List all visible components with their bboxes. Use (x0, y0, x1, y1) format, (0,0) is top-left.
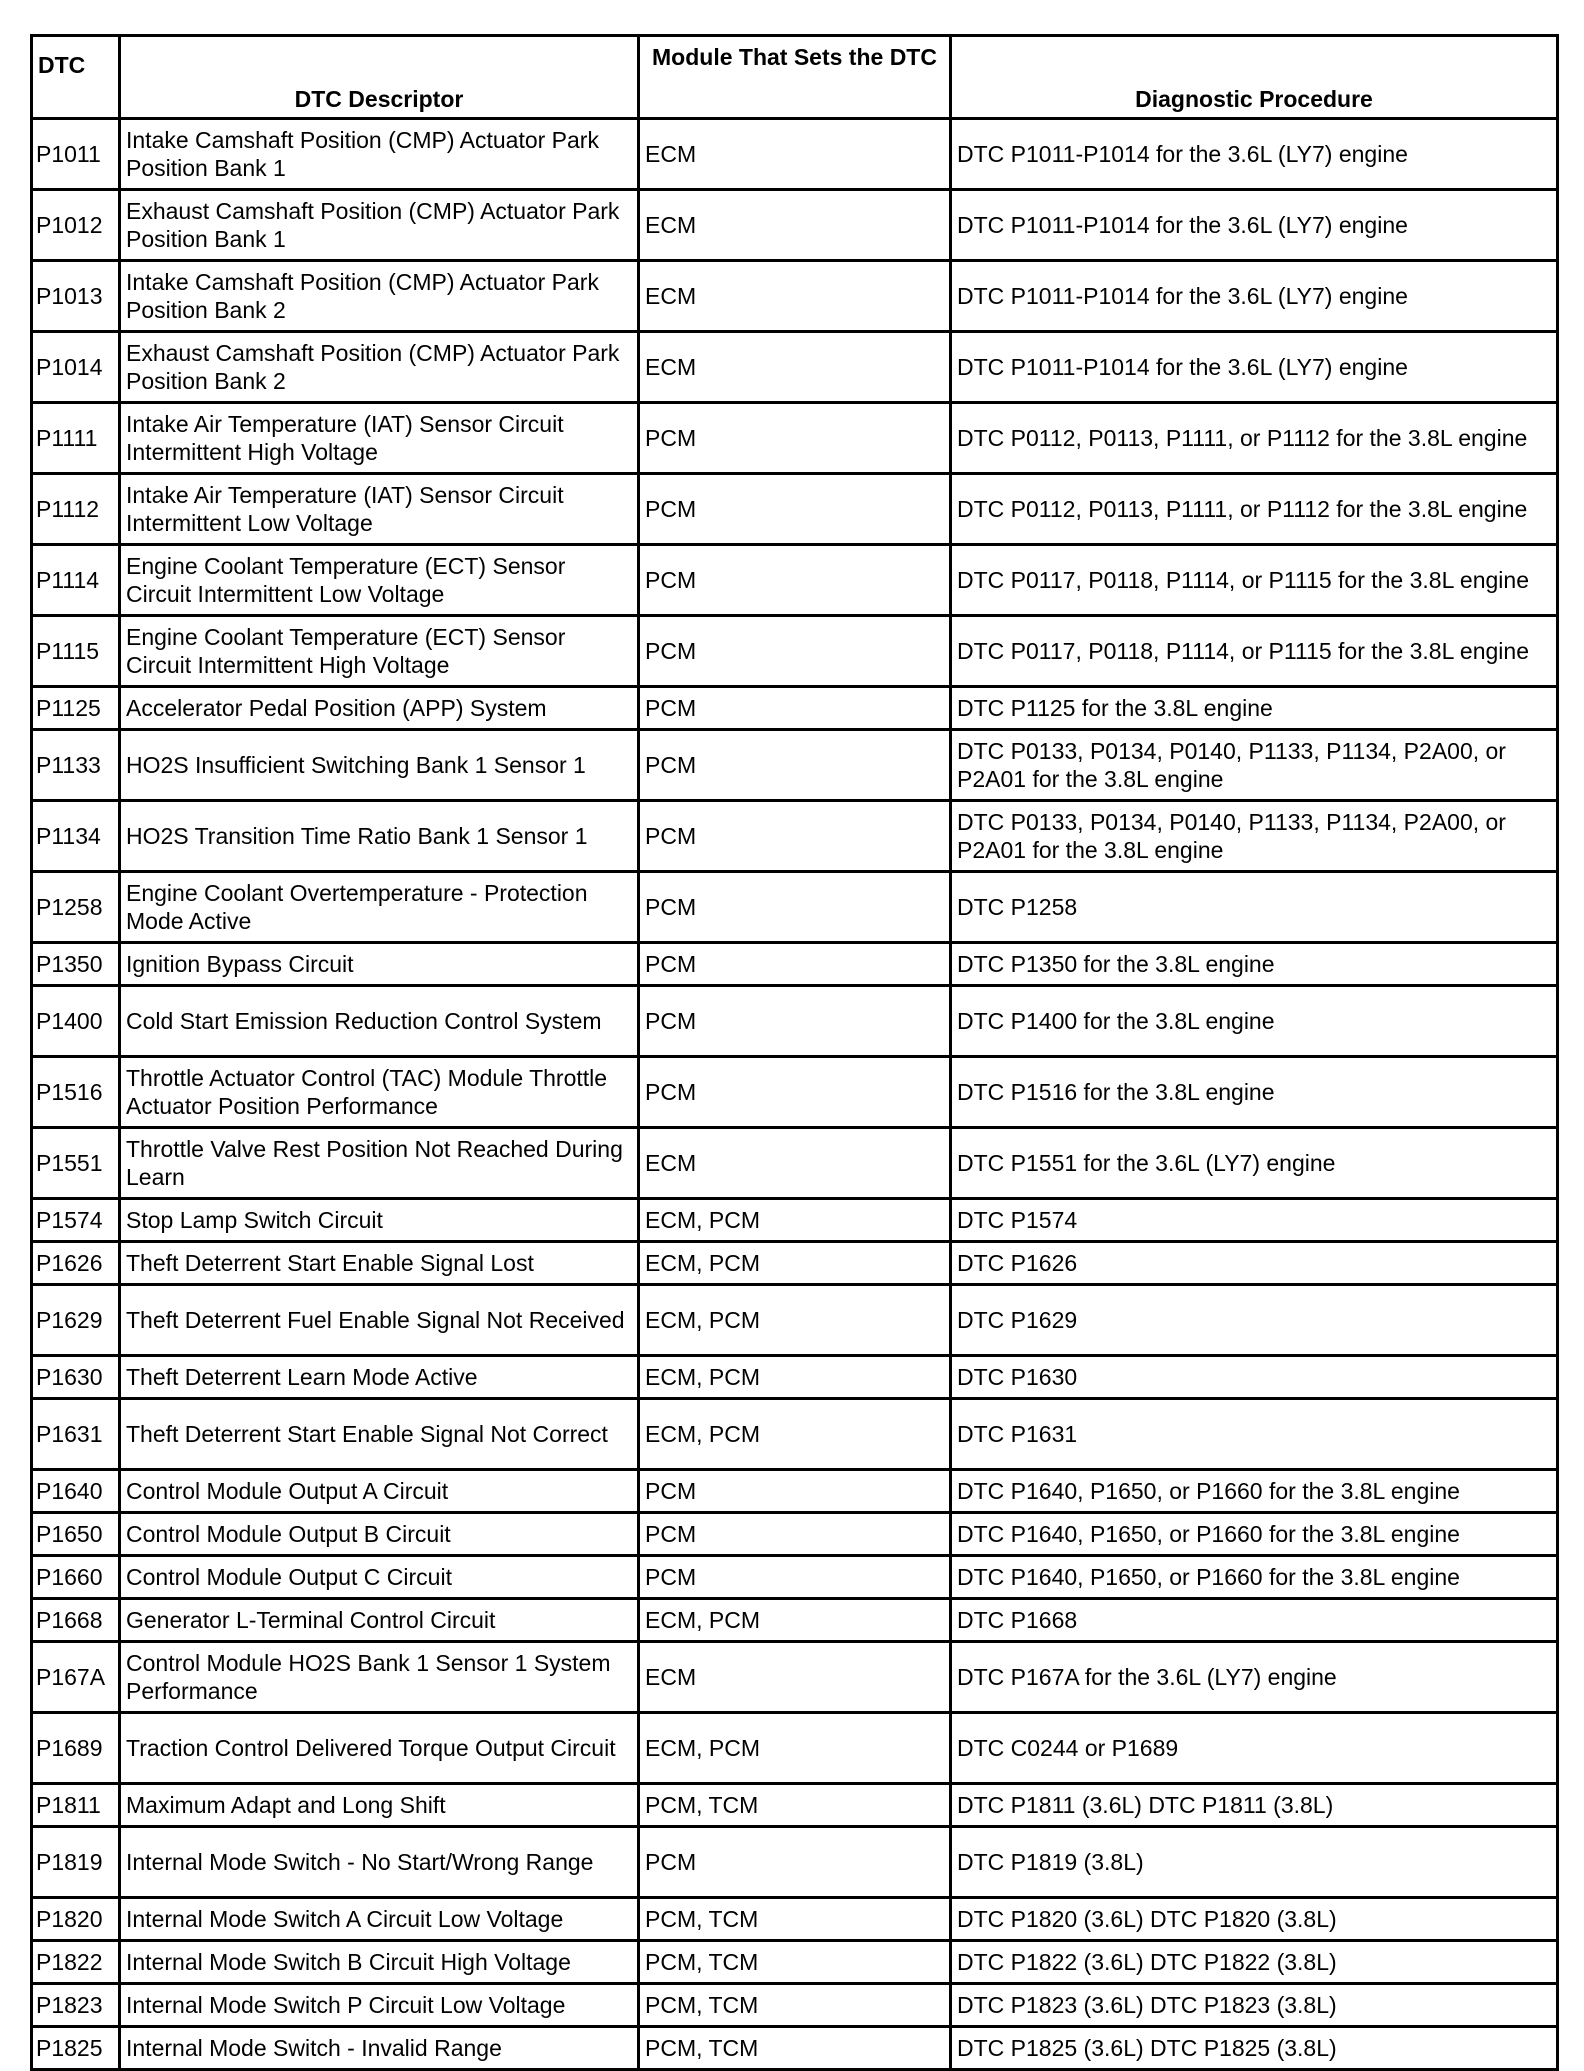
table-row (32, 1199, 1558, 1242)
diagnostic-procedure-cell: DTC P1640, P1650, or P1660 for the 3.8L engine (951, 1513, 1558, 1556)
dtc-code-cell: P1631 (32, 1399, 120, 1470)
dtc-descriptor-cell: Internal Mode Switch - Invalid Range (120, 2027, 639, 2070)
table-row (32, 1356, 1558, 1399)
table-row (32, 1827, 1558, 1898)
dtc-code-cell: P1819 (32, 1827, 120, 1898)
module-cell: ECM, PCM (639, 1356, 951, 1399)
dtc-code-cell: P1350 (32, 943, 120, 986)
table-row (32, 687, 1558, 730)
dtc-descriptor-cell: Intake Air Temperature (IAT) Sensor Circuit Intermittent High Voltage (120, 403, 639, 474)
header-dtc-descriptor: DTC Descriptor (120, 36, 639, 119)
diagnostic-procedure-cell: DTC P0117, P0118, P1114, or P1115 for the 3.8L engine (951, 545, 1558, 616)
dtc-code-cell: P1516 (32, 1057, 120, 1128)
dtc-code-cell: P1134 (32, 801, 120, 872)
dtc-code-cell: P167A (32, 1642, 120, 1713)
module-cell: PCM (639, 986, 951, 1057)
module-cell: PCM (639, 730, 951, 801)
dtc-descriptor-cell: Engine Coolant Temperature (ECT) Sensor Circuit Intermittent Low Voltage (120, 545, 639, 616)
table-row (32, 545, 1558, 616)
diagnostic-procedure-cell: DTC P1626 (951, 1242, 1558, 1285)
dtc-descriptor-cell: Internal Mode Switch P Circuit Low Voltage (120, 1984, 639, 2027)
table-row (32, 616, 1558, 687)
table-row (32, 730, 1558, 801)
table-row (32, 1513, 1558, 1556)
module-cell: PCM, TCM (639, 1941, 951, 1984)
module-cell: PCM (639, 616, 951, 687)
table-row (32, 1642, 1558, 1713)
module-cell: ECM (639, 332, 951, 403)
dtc-descriptor-cell: Traction Control Delivered Torque Output Circuit (120, 1713, 639, 1784)
module-cell: PCM (639, 545, 951, 616)
dtc-descriptor-cell: Control Module Output A Circuit (120, 1470, 639, 1513)
dtc-descriptor-cell: Engine Coolant Temperature (ECT) Sensor Circuit Intermittent High Voltage (120, 616, 639, 687)
module-cell: ECM, PCM (639, 1713, 951, 1784)
table-row (32, 1242, 1558, 1285)
dtc-descriptor-cell: HO2S Transition Time Ratio Bank 1 Sensor 1 (120, 801, 639, 872)
table-row (32, 1470, 1558, 1513)
dtc-code-cell: P1114 (32, 545, 120, 616)
table-row (32, 1128, 1558, 1199)
diagnostic-procedure-cell: DTC P1819 (3.8L) (951, 1827, 1558, 1898)
dtc-descriptor-cell: Generator L-Terminal Control Circuit (120, 1599, 639, 1642)
diagnostic-procedure-cell: DTC P1640, P1650, or P1660 for the 3.8L engine (951, 1556, 1558, 1599)
dtc-code-cell: P1811 (32, 1784, 120, 1827)
diagnostic-procedure-cell: DTC P1820 (3.6L) DTC P1820 (3.8L) (951, 1898, 1558, 1941)
dtc-descriptor-cell: Exhaust Camshaft Position (CMP) Actuator Park Position Bank 1 (120, 190, 639, 261)
header-dtc: DTC (32, 36, 120, 119)
module-cell: PCM (639, 1470, 951, 1513)
dtc-code-cell: P1650 (32, 1513, 120, 1556)
table-row (32, 1556, 1558, 1599)
table-row (32, 1399, 1558, 1470)
dtc-descriptor-cell: Engine Coolant Overtemperature - Protection Mode Active (120, 872, 639, 943)
dtc-descriptor-cell: Internal Mode Switch A Circuit Low Voltage (120, 1898, 639, 1941)
module-cell: ECM (639, 190, 951, 261)
diagnostic-procedure-cell: DTC P0112, P0113, P1111, or P1112 for the 3.8L engine (951, 474, 1558, 545)
module-cell: PCM (639, 801, 951, 872)
dtc-code-cell: P1640 (32, 1470, 120, 1513)
table-row (32, 872, 1558, 943)
table-row (32, 1984, 1558, 2027)
dtc-code-cell: P1630 (32, 1356, 120, 1399)
diagnostic-procedure-cell: DTC P1551 for the 3.6L (LY7) engine (951, 1128, 1558, 1199)
dtc-descriptor-cell: Throttle Valve Rest Position Not Reached During Learn (120, 1128, 639, 1199)
dtc-descriptor-cell: Exhaust Camshaft Position (CMP) Actuator Park Position Bank 2 (120, 332, 639, 403)
module-cell: PCM (639, 403, 951, 474)
module-cell: ECM, PCM (639, 1199, 951, 1242)
dtc-descriptor-cell: Control Module Output B Circuit (120, 1513, 639, 1556)
dtc-code-cell: P1574 (32, 1199, 120, 1242)
dtc-code-cell: P1668 (32, 1599, 120, 1642)
dtc-code-cell: P1400 (32, 986, 120, 1057)
diagnostic-procedure-cell: DTC P1822 (3.6L) DTC P1822 (3.8L) (951, 1941, 1558, 1984)
module-cell: ECM (639, 261, 951, 332)
dtc-code-cell: P1011 (32, 119, 120, 190)
dtc-code-cell: P1115 (32, 616, 120, 687)
dtc-code-cell: P1013 (32, 261, 120, 332)
diagnostic-procedure-cell: DTC C0244 or P1689 (951, 1713, 1558, 1784)
module-cell: ECM, PCM (639, 1285, 951, 1356)
dtc-descriptor-cell: Cold Start Emission Reduction Control System (120, 986, 639, 1057)
diagnostic-procedure-cell: DTC P1630 (951, 1356, 1558, 1399)
dtc-code-cell: P1125 (32, 687, 120, 730)
dtc-code-cell: P1551 (32, 1128, 120, 1199)
dtc-code-cell: P1820 (32, 1898, 120, 1941)
diagnostic-procedure-cell: DTC P0117, P0118, P1114, or P1115 for the 3.8L engine (951, 616, 1558, 687)
module-cell: PCM, TCM (639, 1898, 951, 1941)
table-row (32, 1941, 1558, 1984)
dtc-descriptor-cell: Control Module HO2S Bank 1 Sensor 1 System Performance (120, 1642, 639, 1713)
table-row (32, 261, 1558, 332)
diagnostic-procedure-cell: DTC P1574 (951, 1199, 1558, 1242)
dtc-code-cell: P1660 (32, 1556, 120, 1599)
dtc-code-cell: P1111 (32, 403, 120, 474)
table-row (32, 801, 1558, 872)
module-cell: ECM (639, 119, 951, 190)
dtc-descriptor-cell: Theft Deterrent Start Enable Signal Not Correct (120, 1399, 639, 1470)
dtc-descriptor-cell: Intake Camshaft Position (CMP) Actuator Park Position Bank 2 (120, 261, 639, 332)
table-row (32, 119, 1558, 190)
diagnostic-procedure-cell: DTC P1631 (951, 1399, 1558, 1470)
header-row (32, 36, 1558, 119)
table-row (32, 190, 1558, 261)
diagnostic-procedure-cell: DTC P1350 for the 3.8L engine (951, 943, 1558, 986)
diagnostic-procedure-cell: DTC P1011-P1014 for the 3.6L (LY7) engine (951, 332, 1558, 403)
diagnostic-procedure-cell: DTC P1640, P1650, or P1660 for the 3.8L engine (951, 1470, 1558, 1513)
dtc-descriptor-cell: Stop Lamp Switch Circuit (120, 1199, 639, 1242)
diagnostic-procedure-cell: DTC P1825 (3.6L) DTC P1825 (3.8L) (951, 2027, 1558, 2070)
dtc-code-cell: P1629 (32, 1285, 120, 1356)
diagnostic-procedure-cell: DTC P1516 for the 3.8L engine (951, 1057, 1558, 1128)
dtc-code-cell: P1823 (32, 1984, 120, 2027)
module-cell: ECM, PCM (639, 1399, 951, 1470)
dtc-descriptor-cell: Maximum Adapt and Long Shift (120, 1784, 639, 1827)
dtc-code-cell: P1258 (32, 872, 120, 943)
module-cell: PCM, TCM (639, 2027, 951, 2070)
diagnostic-procedure-cell: DTC P1011-P1014 for the 3.6L (LY7) engine (951, 190, 1558, 261)
module-cell: PCM (639, 687, 951, 730)
diagnostic-procedure-cell: DTC P0133, P0134, P0140, P1133, P1134, P2A00, or P2A01 for the 3.8L engine (951, 801, 1558, 872)
dtc-code-cell: P1825 (32, 2027, 120, 2070)
dtc-descriptor-cell: Intake Camshaft Position (CMP) Actuator Park Position Bank 1 (120, 119, 639, 190)
table-row (32, 1599, 1558, 1642)
header-module: Module That Sets the DTC (639, 36, 951, 119)
table-row (32, 986, 1558, 1057)
module-cell: PCM, TCM (639, 1984, 951, 2027)
diagnostic-procedure-cell: DTC P1823 (3.6L) DTC P1823 (3.8L) (951, 1984, 1558, 2027)
dtc-code-cell: P1012 (32, 190, 120, 261)
dtc-descriptor-cell: Internal Mode Switch - No Start/Wrong Range (120, 1827, 639, 1898)
module-cell: PCM (639, 1057, 951, 1128)
table-row (32, 1713, 1558, 1784)
diagnostic-procedure-cell: DTC P0112, P0113, P1111, or P1112 for the 3.8L engine (951, 403, 1558, 474)
dtc-table (30, 34, 1559, 2071)
dtc-code-cell: P1133 (32, 730, 120, 801)
dtc-code-cell: P1112 (32, 474, 120, 545)
dtc-descriptor-cell: Theft Deterrent Learn Mode Active (120, 1356, 639, 1399)
diagnostic-procedure-cell: DTC P0133, P0134, P0140, P1133, P1134, P2A00, or P2A01 for the 3.8L engine (951, 730, 1558, 801)
module-cell: PCM (639, 474, 951, 545)
dtc-code-cell: P1689 (32, 1713, 120, 1784)
module-cell: ECM (639, 1642, 951, 1713)
module-cell: PCM (639, 1827, 951, 1898)
dtc-code-cell: P1626 (32, 1242, 120, 1285)
diagnostic-procedure-cell: DTC P1258 (951, 872, 1558, 943)
dtc-descriptor-cell: HO2S Insufficient Switching Bank 1 Sensor 1 (120, 730, 639, 801)
dtc-descriptor-cell: Theft Deterrent Fuel Enable Signal Not Received (120, 1285, 639, 1356)
dtc-descriptor-cell: Internal Mode Switch B Circuit High Voltage (120, 1941, 639, 1984)
table-row (32, 1057, 1558, 1128)
module-cell: ECM, PCM (639, 1599, 951, 1642)
module-cell: PCM (639, 1513, 951, 1556)
dtc-code-cell: P1014 (32, 332, 120, 403)
dtc-descriptor-cell: Control Module Output C Circuit (120, 1556, 639, 1599)
module-cell: ECM (639, 1128, 951, 1199)
diagnostic-procedure-cell: DTC P167A for the 3.6L (LY7) engine (951, 1642, 1558, 1713)
module-cell: ECM, PCM (639, 1242, 951, 1285)
header-diagnostic-procedure: Diagnostic Procedure (951, 36, 1558, 119)
module-cell: PCM (639, 1556, 951, 1599)
table-row (32, 474, 1558, 545)
dtc-descriptor-cell: Accelerator Pedal Position (APP) System (120, 687, 639, 730)
dtc-descriptor-cell: Throttle Actuator Control (TAC) Module Throttle Actuator Position Performance (120, 1057, 639, 1128)
module-cell: PCM (639, 872, 951, 943)
table-body (32, 119, 1558, 2070)
table-row (32, 1784, 1558, 1827)
diagnostic-procedure-cell: DTC P1400 for the 3.8L engine (951, 986, 1558, 1057)
diagnostic-procedure-cell: DTC P1668 (951, 1599, 1558, 1642)
table-row (32, 1285, 1558, 1356)
diagnostic-procedure-cell: DTC P1811 (3.6L) DTC P1811 (3.8L) (951, 1784, 1558, 1827)
dtc-code-cell: P1822 (32, 1941, 120, 1984)
table-row (32, 1898, 1558, 1941)
table-row (32, 943, 1558, 986)
table-row (32, 2027, 1558, 2070)
dtc-descriptor-cell: Ignition Bypass Circuit (120, 943, 639, 986)
module-cell: PCM (639, 943, 951, 986)
table-row (32, 403, 1558, 474)
table-row (32, 332, 1558, 403)
diagnostic-procedure-cell: DTC P1011-P1014 for the 3.6L (LY7) engine (951, 261, 1558, 332)
module-cell: PCM, TCM (639, 1784, 951, 1827)
diagnostic-procedure-cell: DTC P1011-P1014 for the 3.6L (LY7) engine (951, 119, 1558, 190)
dtc-descriptor-cell: Theft Deterrent Start Enable Signal Lost (120, 1242, 639, 1285)
diagnostic-procedure-cell: DTC P1629 (951, 1285, 1558, 1356)
dtc-descriptor-cell: Intake Air Temperature (IAT) Sensor Circuit Intermittent Low Voltage (120, 474, 639, 545)
diagnostic-procedure-cell: DTC P1125 for the 3.8L engine (951, 687, 1558, 730)
